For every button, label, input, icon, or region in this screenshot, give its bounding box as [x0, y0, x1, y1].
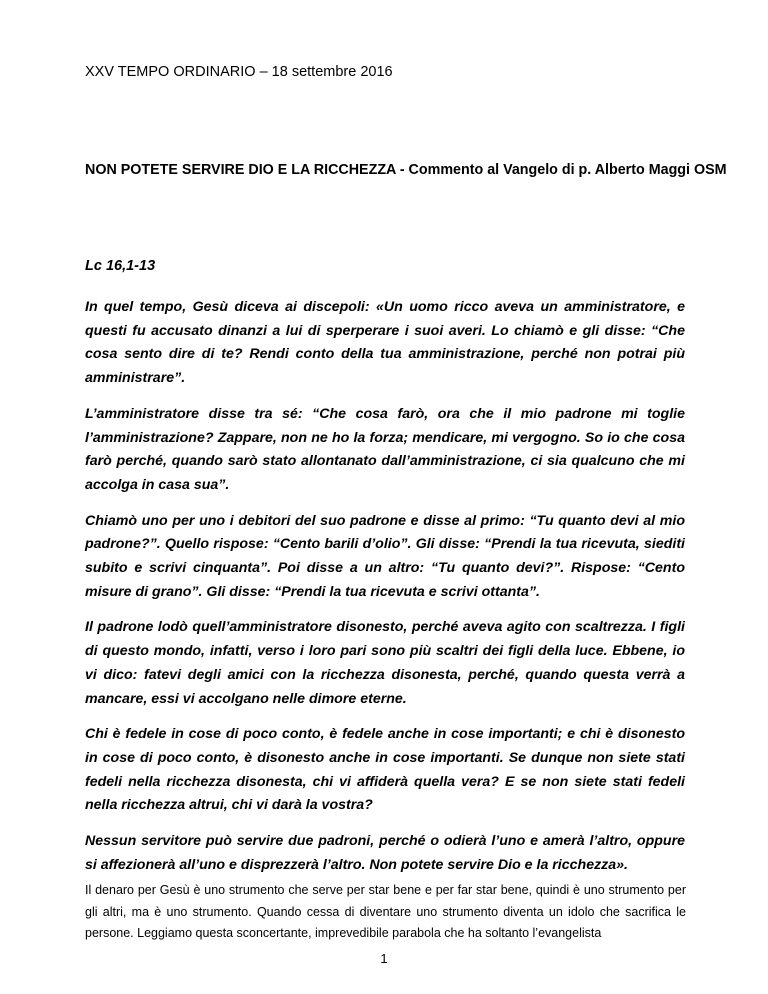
gospel-text: [85, 296, 685, 889]
liturgical-date: XXV TEMPO ORDINARIO – 18 settembre 2016: [85, 64, 393, 80]
commentary-paragraph: Il denaro per Gesù è uno strumento che serve per star bene e per far star bene, quindi è uno strumento per gli altri, ma è uno strumento. Quando cessa di diventare uno strumento diventa un idolo che sacrifica le persone. Leggiamo questa sconcertante, imprevedibile parabola che ha soltanto l’evangelista: [85, 883, 686, 940]
gospel-reference: Lc 16,1-13: [85, 258, 156, 274]
gospel-paragraph: In quel tempo, Gesù diceva ai discepoli: «Un uomo ricco aveva un amministratore, e questi fu accusato dinanzi a lui di sperperare i suoi averi. Lo chiamò e gli disse: “Che cosa sento dire di te? Rendi conto della tua amministrazione, perché non potrai più amministrare”.: [85, 299, 685, 387]
document-title: NON POTETE SERVIRE DIO E LA RICCHEZZA - Commento al Vangelo di p. Alberto Maggi OSM: [85, 162, 727, 178]
gospel-paragraph: Chi è fedele in cose di poco conto, è fedele anche in cose importanti; e chi è disonesto in cose di poco conto, è disonesto anche in cose importanti. Se dunque non siete stati fedeli nella ricchezza disonesta, chi vi affiderà quella vera? E se non siete stati fedeli nella ricchezza altrui, chi vi darà la vostra?: [85, 726, 685, 814]
page-number: 1: [380, 951, 388, 966]
gospel-paragraph: Nessun servitore può servire due padroni, perché o odierà l’uno e amerà l’altro, oppure si affezionerà all’uno e disprezzerà l’altro. Non potete servire Dio e la ricchezza».: [85, 833, 685, 873]
gospel-paragraph: Il padrone lodò quell’amministratore disonesto, perché aveva agito con scaltrezza. I figli di questo mondo, infatti, verso i loro pari sono più scaltri dei figli della luce. Ebbene, io vi dico: fatevi degli amici con la ricchezza disonesta, perché, quando questa verrà a mancare, essi vi accolgano nelle dimore eterne.: [85, 619, 685, 707]
gospel-paragraph: L’amministratore disse tra sé: “Che cosa farò, ora che il mio padrone mi toglie l’amministrazione? Zappare, non ne ho la forza; mendicare, mi vergogno. So io che cosa farò perché, quando sarò stato allontanato dall’amministrazione, ci sia qualcuno che mi accolga in casa sua”.: [85, 405, 685, 493]
gospel-paragraph: Chiamò uno per uno i debitori del suo padrone e disse al primo: “Tu quanto devi al mio padrone?”. Quello rispose: “Cento barili d’olio”. Gli disse: “Prendi la tua ricevuta, siediti subito e scrivi cinquanta”. Poi disse a un altro: “Tu quanto devi?”. Rispose: “Cento misure di grano”. Gli disse: “Prendi la tua ricevuta e scrivi ottanta”.: [85, 512, 685, 600]
